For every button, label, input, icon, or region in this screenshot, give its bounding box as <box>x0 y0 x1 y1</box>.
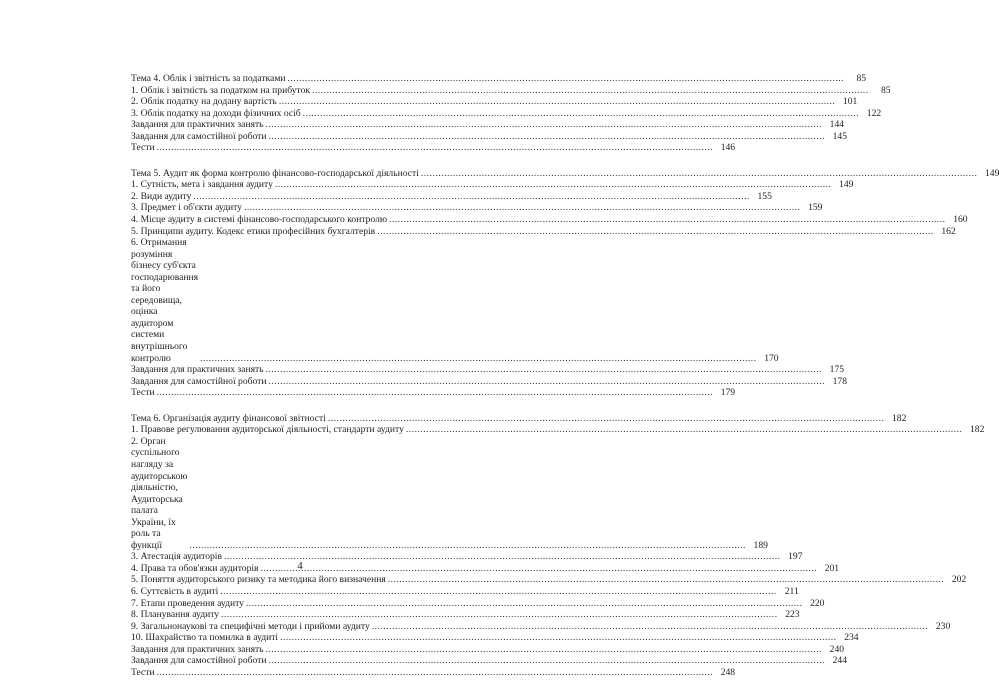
toc-entry-title: Тема 4. Облік і звітність за податками <box>131 73 286 84</box>
toc-entry <box>131 655 848 667</box>
toc-dot-leader <box>377 226 934 238</box>
toc-entry-title: 1. Правове регулювання аудиторської діяльності, стандарти аудиту <box>131 424 404 436</box>
toc-entry-page: 159 <box>808 202 823 214</box>
toc-dot-leader <box>246 598 803 610</box>
toc-dot-leader <box>269 655 826 667</box>
toc-dot-leader <box>312 85 869 97</box>
toc-entry-page: 211 <box>784 585 799 597</box>
toc-entry-title: Завдання для практичних занять <box>131 119 264 131</box>
toc-entry <box>131 130 848 143</box>
toc-dot-leader <box>189 540 746 552</box>
toc-entry-page: 85 <box>856 73 867 84</box>
toc-dot-leader <box>269 376 826 388</box>
toc-entry <box>131 96 858 108</box>
toc-entry <box>131 179 854 191</box>
toc-entry-page: 182 <box>970 424 985 436</box>
toc-entry-title: Тема 6. Організація аудиту фінансової звітності <box>131 412 326 424</box>
toc-entry-page: 160 <box>953 214 968 226</box>
toc-dot-leader <box>389 214 946 226</box>
toc-entry <box>131 237 779 364</box>
toc-entry-title: 3. Атестація аудиторів <box>131 551 223 563</box>
toc-entry-page: 197 <box>788 551 803 563</box>
toc-entry-title: Завдання для практичних занять <box>131 643 264 655</box>
toc-entry-title: 10. Шахрайство та помилка в аудиті <box>131 632 279 644</box>
toc-entry-title: 4. Місце аудиту в системі фінансово-господарського контролю <box>131 214 388 226</box>
toc-entry-title: 3. Облік податку на доходи фізичних осіб <box>131 107 301 119</box>
toc-entry <box>131 214 968 226</box>
toc-entry-title: 8. Планування аудиту <box>131 609 220 621</box>
toc-dot-leader <box>275 179 832 191</box>
toc-entry-title: 9. Загальнонаукові та специфічні методи і прийоми аудиту <box>131 620 370 632</box>
toc-dot-leader <box>421 168 978 180</box>
toc-entry-title: 1. Сутність, мета і завдання аудиту <box>131 179 273 191</box>
toc-entry-page: 178 <box>832 375 848 387</box>
page-number: 4 <box>297 560 303 572</box>
toc-entry-page: 149 <box>839 179 854 191</box>
toc-dot-leader <box>157 387 714 399</box>
toc-entry-title: 4. Права та обов'язки аудиторів <box>131 562 259 574</box>
toc-entry-title: Тести <box>131 666 155 678</box>
toc-entry-title: 7. Етапи проведення аудиту <box>131 597 244 609</box>
toc-entry <box>131 574 967 586</box>
toc-entry-page: 85 <box>880 84 891 96</box>
toc-dot-leader <box>328 413 885 425</box>
toc-entry-page: 201 <box>824 562 840 574</box>
toc-dot-leader <box>303 108 860 120</box>
toc-entry-page: 202 <box>951 574 967 586</box>
toc-entry <box>131 190 772 203</box>
toc-entry-title: 5. Поняття аудиторського ризику та методика його визначення <box>131 574 386 586</box>
toc-entry <box>131 84 891 97</box>
toc-entry-page: 244 <box>832 655 848 667</box>
toc-entry-title: Завдання для самостійної роботи <box>131 655 267 667</box>
toc-entry-title: Завдання для самостійної роботи <box>131 130 267 142</box>
toc-entry-page: 223 <box>785 609 800 621</box>
toc-dot-leader <box>266 119 823 131</box>
toc-entry <box>131 225 956 238</box>
toc-entry-title: Завдання для практичних занять <box>131 364 264 376</box>
toc-entry-page: 101 <box>842 96 858 108</box>
toc-section <box>131 412 985 679</box>
toc-entry <box>131 666 736 679</box>
toc-topic-heading <box>131 412 907 425</box>
toc-dot-leader <box>221 609 778 621</box>
toc-entry-page: 248 <box>720 666 736 678</box>
toc-topic-heading <box>131 73 867 85</box>
table-of-contents <box>131 73 999 692</box>
toc-entry-title: 3. Предмет і об'єкти аудиту <box>131 202 242 214</box>
toc-dot-leader <box>388 574 945 586</box>
toc-entry-title: Тести <box>131 142 155 154</box>
toc-entry-title: 6. Отримання розуміння бізнесу суб'єкта господарювання та його середовища, оцінка аудитором системи внутрішнього контролю <box>131 237 199 364</box>
toc-entry <box>131 387 736 399</box>
toc-dot-leader <box>157 667 714 679</box>
toc-dot-leader <box>266 364 823 376</box>
toc-topic-heading <box>131 167 999 180</box>
toc-entry-page: 240 <box>829 643 845 655</box>
toc-entry-title: Тести <box>131 387 155 399</box>
toc-entry <box>131 609 800 621</box>
toc-entry <box>131 585 799 598</box>
toc-entry-page: 182 <box>892 412 907 424</box>
toc-section <box>131 167 999 399</box>
toc-entry-page: 189 <box>753 539 768 551</box>
toc-entry-title: 6. Суттєвість в аудиті <box>131 585 219 597</box>
toc-entry-title: 1. Облік і звітність за податком на прибуток <box>131 84 311 96</box>
toc-entry <box>131 119 845 131</box>
toc-dot-leader <box>244 202 801 214</box>
toc-entry <box>131 620 951 633</box>
toc-dot-leader <box>406 424 963 436</box>
toc-entry-page: 122 <box>866 107 882 119</box>
toc-entry <box>131 142 736 154</box>
toc-dot-leader <box>279 96 836 108</box>
toc-entry-page: 155 <box>757 190 772 202</box>
toc-entry-title: 5. Принципи аудиту. Кодекс етики професійних бухгалтерів <box>131 225 376 237</box>
toc-entry-page: 145 <box>832 130 848 142</box>
toc-entry-title: 2. Облік податку на додану вартість <box>131 96 277 108</box>
toc-dot-leader <box>220 586 777 598</box>
toc-entry <box>131 202 823 214</box>
toc-entry-page: 230 <box>935 620 951 632</box>
toc-entry-title: 2. Орган суспільного нагляду за аудиторською діяльністю, Аудиторська палата України, їх роль та функції <box>131 435 188 551</box>
toc-entry-page: 144 <box>829 119 845 131</box>
toc-entry-page: 179 <box>720 387 736 399</box>
toc-entry <box>131 424 985 436</box>
toc-entry-page: 234 <box>844 632 859 644</box>
toc-entry-title: Завдання для самостійної роботи <box>131 375 267 387</box>
toc-entry-page: 170 <box>764 352 779 364</box>
toc-dot-leader <box>157 142 714 154</box>
toc-dot-leader <box>269 131 826 143</box>
toc-entry <box>131 632 859 644</box>
toc-entry-page: 146 <box>720 142 736 154</box>
toc-dot-leader <box>280 632 837 644</box>
toc-dot-leader <box>200 353 757 365</box>
toc-entry <box>131 107 882 120</box>
toc-entry <box>131 435 768 551</box>
toc-entry-title: 2. Види аудиту <box>131 190 192 202</box>
toc-dot-leader <box>193 191 750 203</box>
toc-section <box>131 73 891 154</box>
toc-dot-leader <box>266 644 823 656</box>
toc-entry-page: 220 <box>810 597 825 609</box>
toc-entry <box>131 597 825 610</box>
toc-entry-page: 162 <box>941 225 956 237</box>
toc-entry-title: Тема 5. Аудит як форма контролю фінансово-господарської діяльності <box>131 167 419 179</box>
toc-entry-page: 175 <box>829 364 845 376</box>
toc-entry <box>131 375 848 388</box>
toc-dot-leader <box>288 73 845 85</box>
toc-entry <box>131 364 845 376</box>
toc-entry-page: 149 <box>984 167 999 179</box>
toc-entry <box>131 643 845 656</box>
toc-dot-leader <box>372 621 929 633</box>
